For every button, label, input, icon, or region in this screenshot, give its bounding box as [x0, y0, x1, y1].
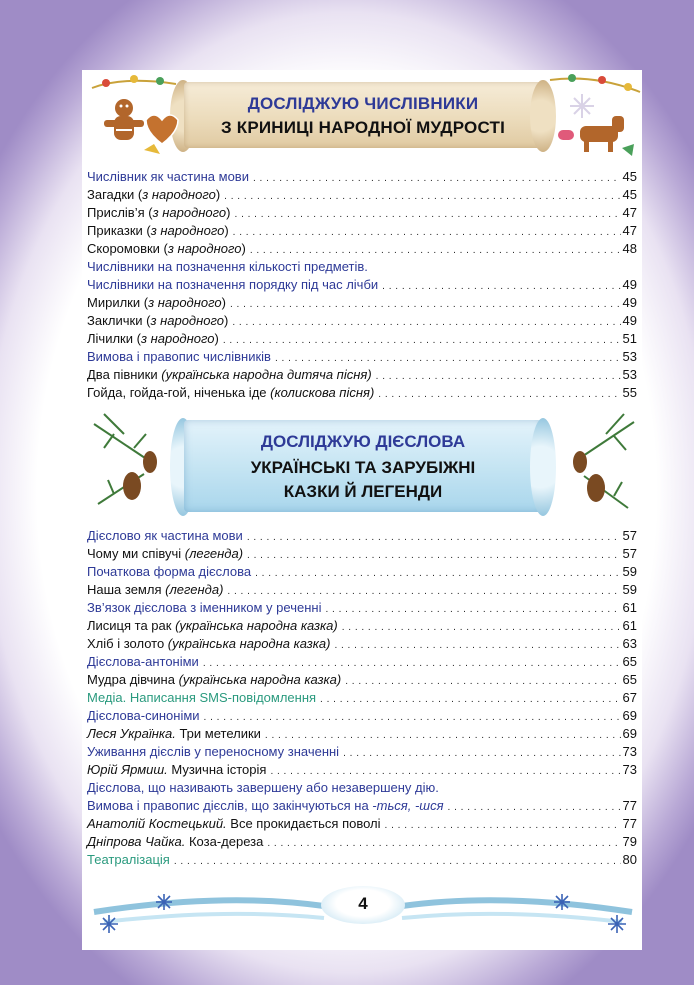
entry-text: Мирилки (	[87, 295, 149, 310]
entry-suffix: )	[241, 241, 246, 256]
toc-entry[interactable]	[87, 204, 637, 222]
dot-leader	[345, 673, 620, 691]
toc-entry[interactable]	[87, 545, 637, 563]
toc-entry[interactable]	[87, 276, 637, 294]
snowflake-icon	[100, 915, 118, 933]
entry-text: Загадки (	[87, 187, 143, 202]
page-ref: 57	[622, 528, 637, 543]
toc-entry-title	[87, 330, 219, 348]
section2-subtitle-line1: УКРАЇНСЬКІ ТА ЗАРУБІЖНІ	[250, 458, 476, 477]
toc-entry-title	[87, 743, 339, 761]
entry-note: з народного	[150, 223, 225, 238]
entry-text: Медіа. Написання SMS-повідомлення	[87, 690, 317, 705]
page-ref: 77	[622, 816, 637, 831]
toc-entry-title	[87, 186, 220, 204]
entry-text: Три метелики	[175, 726, 261, 741]
gingerbread-man-icon	[104, 99, 144, 140]
toc-entry[interactable]	[87, 635, 637, 653]
dot-leader	[233, 224, 621, 242]
toc-entry-title	[87, 599, 321, 617]
page-ref: 61	[622, 618, 637, 633]
toc-entry-title	[87, 276, 378, 294]
toc-entry[interactable]	[87, 797, 637, 815]
toc-entry-title	[87, 527, 243, 545]
dot-leader	[230, 296, 621, 314]
snowflake-icon	[156, 894, 172, 910]
toc-entry-title	[87, 563, 251, 581]
page-ref: 59	[622, 582, 637, 597]
entry-note: (українська народна казка)	[178, 672, 342, 687]
page-ref: 65	[622, 654, 637, 669]
toc-entry[interactable]	[87, 671, 637, 689]
toc-entry-title	[87, 348, 271, 366]
gingerbread-decoration-left	[84, 70, 184, 162]
toc-entry-title	[87, 258, 368, 276]
toc-entry[interactable]	[87, 725, 637, 743]
toc-entry-title	[87, 240, 246, 258]
toc-entry-title	[87, 797, 444, 815]
section1-title: ДОСЛІДЖУЮ ЧИСЛІВНИКИ	[247, 94, 479, 113]
entry-text: Числівники на позначення кількості предметів.	[87, 259, 368, 274]
toc-entry-title	[87, 653, 199, 671]
dot-leader	[174, 853, 621, 871]
entry-text: Числівники на позначення порядку під час лічби	[87, 277, 379, 292]
page-ref: 47	[622, 223, 637, 238]
entry-text: Лічилки (	[87, 331, 141, 346]
page-ref: 48	[622, 241, 637, 256]
toc-entry-title	[87, 545, 243, 563]
entry-text: Коза-дереза	[185, 834, 264, 849]
gingerbread-decoration-right	[544, 70, 644, 162]
dot-leader	[235, 206, 621, 224]
entry-suffix: )	[224, 313, 229, 328]
page-ref: 49	[622, 295, 637, 310]
toc-entry[interactable]	[87, 743, 637, 761]
entry-text: Все прокидається поволі	[226, 816, 381, 831]
section2-contents	[87, 527, 637, 869]
entry-note: з народного	[142, 187, 216, 202]
page-ref: 51	[622, 331, 637, 346]
entry-note: (українська народна дитяча пісня)	[161, 367, 372, 382]
page-ref: 80	[622, 852, 637, 867]
page-ref: 59	[622, 564, 637, 579]
toc-entry[interactable]	[87, 851, 637, 869]
entry-note: (легенда)	[165, 582, 224, 597]
section1-banner	[84, 70, 642, 162]
entry-text: Вимова і правопис дієслів, що закінчуються на	[87, 798, 373, 813]
toc-entry[interactable]	[87, 653, 637, 671]
section1-contents	[87, 168, 637, 402]
toc-entry-title	[87, 222, 229, 240]
entry-author: Анатолій Костецький.	[87, 816, 227, 831]
toc-entry-title	[87, 833, 263, 851]
toc-entry-title	[87, 312, 228, 330]
page-ref: 79	[622, 834, 637, 849]
toc-entry[interactable]	[87, 384, 637, 402]
pine-cone-icon	[587, 474, 605, 502]
entry-text: Мудра дівчина	[87, 672, 179, 687]
dot-leader	[267, 835, 620, 853]
toc-entry[interactable]	[87, 258, 637, 276]
page-footer	[84, 872, 642, 942]
toc-entry[interactable]	[87, 599, 637, 617]
entry-text: Гойда, гойда-гой, ніченька іде	[87, 385, 271, 400]
toc-entry-title	[87, 851, 170, 869]
toc-entry[interactable]	[87, 617, 637, 635]
toc-entry[interactable]	[87, 707, 637, 725]
toc-entry-title	[87, 581, 223, 599]
dot-leader	[376, 368, 621, 386]
entry-note: -ться, -шся	[372, 798, 444, 813]
section1-subtitle: З КРИНИЦІ НАРОДНОЇ МУДРОСТІ	[220, 118, 506, 137]
toc-entry[interactable]	[87, 563, 637, 581]
pine-cone-icon	[123, 472, 141, 500]
toc-entry[interactable]	[87, 312, 637, 330]
entry-text: Вимова і правопис числівників	[87, 349, 271, 364]
gingerbread-horse-icon	[580, 116, 624, 152]
dot-leader	[224, 188, 620, 206]
pine-cone-icon	[573, 451, 587, 473]
toc-entry-title	[87, 761, 266, 779]
toc-entry[interactable]	[87, 186, 637, 204]
snowflake-icon	[608, 915, 626, 933]
dot-leader	[253, 170, 621, 188]
snowflake-icon	[98, 134, 118, 154]
dot-leader	[223, 332, 621, 350]
page-ref: 45	[622, 169, 637, 184]
pine-decoration-left	[84, 404, 184, 528]
entry-note: з народного	[167, 241, 242, 256]
page-number: 4	[358, 894, 368, 913]
entry-author: Дніпрова Чайка.	[87, 834, 186, 849]
entry-author: Юрій Ярмиш.	[87, 762, 168, 777]
page-ref: 77	[622, 798, 637, 813]
toc-entry-title	[87, 779, 439, 797]
toc-entry[interactable]	[87, 689, 637, 707]
toc-entry-title	[87, 384, 374, 402]
toc-entry[interactable]	[87, 527, 637, 545]
entry-text: Наша земля	[87, 582, 166, 597]
dot-leader	[334, 637, 620, 655]
entry-note: (колискова пісня)	[270, 385, 375, 400]
section2-subtitle-line2: КАЗКИ Й ЛЕГЕНДИ	[283, 482, 443, 501]
page-ref: 47	[622, 205, 637, 220]
page-ref: 55	[622, 385, 637, 400]
entry-text: Заклички (	[87, 313, 151, 328]
toc-entry-title	[87, 707, 200, 725]
parchment-scroll	[184, 82, 542, 148]
entry-text: Початкова форма дієслова	[87, 564, 252, 579]
page-ref: 65	[622, 672, 637, 687]
page-ref: 49	[622, 313, 637, 328]
toc-entry[interactable]	[87, 833, 637, 851]
entry-text: Театралізація	[87, 852, 170, 867]
toc-entry[interactable]	[87, 581, 637, 599]
page-ref: 67	[622, 690, 637, 705]
dot-leader	[343, 745, 620, 763]
toc-entry-title	[87, 617, 338, 635]
toc-entry-title	[87, 366, 372, 384]
toc-entry[interactable]	[87, 815, 637, 833]
entry-text: Приказки (	[87, 223, 151, 238]
dot-leader	[378, 386, 620, 404]
entry-text: Дієслова-антоніми	[87, 654, 199, 669]
toc-entry-title	[87, 725, 261, 743]
entry-note: з народного	[140, 331, 215, 346]
toc-entry[interactable]	[87, 761, 637, 779]
entry-text: Числівник як частина мови	[87, 169, 249, 184]
dot-leader	[342, 619, 621, 637]
section2-banner	[84, 404, 642, 528]
entry-text: Прислів’я (	[87, 205, 153, 220]
toc-entry-title	[87, 689, 316, 707]
page-ref: 69	[622, 708, 637, 723]
dot-leader	[385, 817, 621, 835]
page-ref: 69	[622, 726, 637, 741]
toc-entry[interactable]	[87, 168, 637, 186]
snowflake-icon	[554, 894, 570, 910]
entry-text: Чому ми співучі	[87, 546, 185, 561]
section2-title: ДОСЛІДЖУЮ ДІЄСЛОВА	[260, 432, 466, 451]
entry-suffix: )	[215, 187, 221, 202]
entry-text: Дієслова-синоніми	[87, 708, 200, 723]
toc-entry-title	[87, 671, 341, 689]
entry-text: Хліб і золото	[87, 636, 168, 651]
page-ref: 53	[622, 367, 637, 382]
entry-note: з народного	[152, 205, 227, 220]
entry-note: (українська народна казка)	[167, 636, 331, 651]
toc-entry[interactable]	[87, 366, 637, 384]
dot-leader	[255, 565, 620, 583]
snowflake-icon	[570, 94, 594, 118]
toc-entry[interactable]	[87, 294, 637, 312]
entry-author: Леся Українка.	[87, 726, 176, 741]
toc-entry-title	[87, 168, 249, 186]
entry-text: Зв’язок дієслова з іменником у реченні	[87, 600, 322, 615]
dot-leader	[204, 709, 621, 727]
page-ref: 57	[622, 546, 637, 561]
toc-entry[interactable]	[87, 240, 637, 258]
entry-suffix: )	[221, 295, 226, 310]
toc-entry-title	[87, 635, 330, 653]
page-ref: 73	[622, 744, 637, 759]
toc-entry-title	[87, 815, 381, 833]
toc-entry[interactable]	[87, 222, 637, 240]
dot-leader	[448, 799, 621, 817]
entry-text: Дієслова, що називають завершену або незавершену дію.	[87, 780, 439, 795]
dot-leader	[325, 601, 620, 619]
dot-leader	[382, 278, 620, 296]
entry-text: Дієслово як частина мови	[87, 528, 243, 543]
toc-entry-title	[87, 294, 226, 312]
toc-entry[interactable]	[87, 330, 637, 348]
entry-note: з народного	[148, 295, 222, 310]
entry-text: Скоромовки (	[87, 241, 168, 256]
entry-suffix: )	[226, 205, 231, 220]
entry-note: (українська народна казка)	[175, 618, 338, 633]
entry-suffix: )	[224, 223, 229, 238]
dot-leader	[232, 314, 620, 332]
entry-note: з народного	[150, 313, 225, 328]
dot-leader	[247, 529, 621, 547]
page-ref: 73	[622, 762, 637, 777]
dot-leader	[247, 547, 621, 565]
entry-suffix: )	[214, 331, 219, 346]
page-ref: 49	[622, 277, 637, 292]
entry-text: Музична історія	[167, 762, 267, 777]
entry-text: Уживання дієслів у переносному значенні	[87, 744, 340, 759]
pine-cone-icon	[143, 451, 157, 473]
toc-entry[interactable]	[87, 348, 637, 366]
gingerbread-heart-icon	[146, 115, 178, 144]
page-ref: 61	[622, 600, 637, 615]
entry-note: (легенда)	[184, 546, 244, 561]
entry-text: Лисиця та рак	[87, 618, 176, 633]
dot-leader	[320, 691, 620, 709]
pine-decoration-right	[544, 404, 644, 528]
page-ref: 63	[622, 636, 637, 651]
page-ref: 45	[622, 187, 637, 202]
page-ref: 53	[622, 349, 637, 364]
entry-text: Два півники	[87, 367, 162, 382]
toc-entry-title	[87, 204, 231, 222]
toc-entry[interactable]	[87, 779, 637, 797]
